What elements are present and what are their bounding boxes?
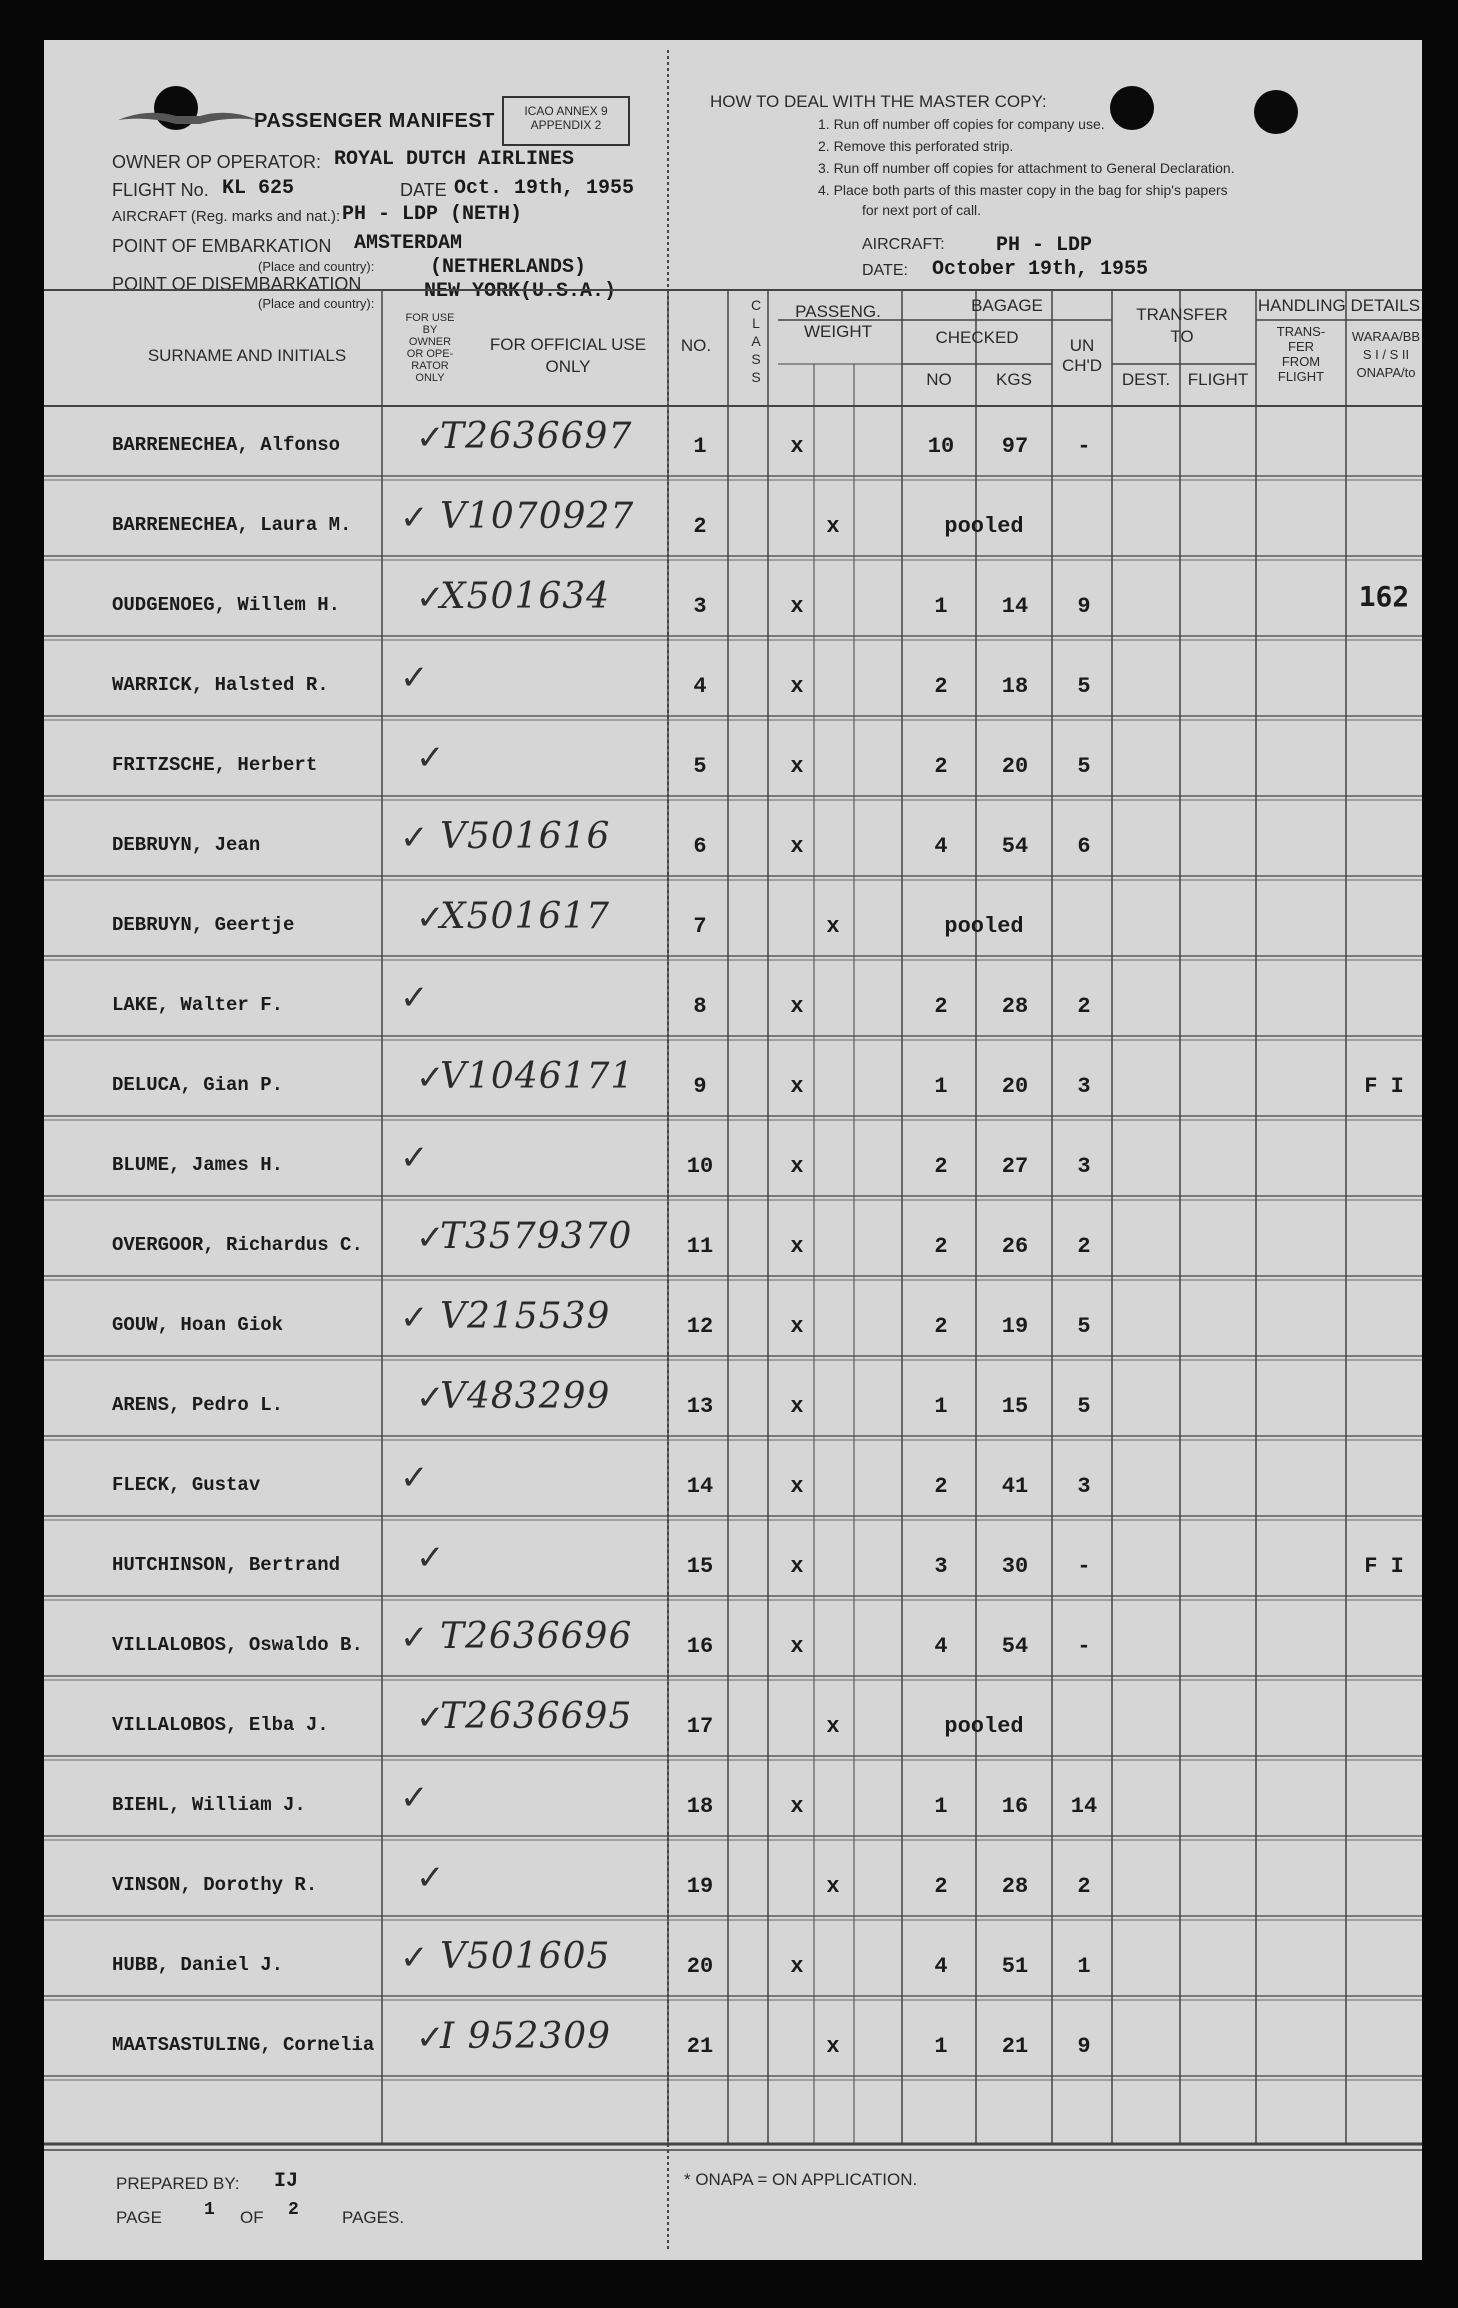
- col-header-checked: CHECKED: [935, 328, 1019, 347]
- onapa-note: * ONAPA = ON APPLICATION.: [684, 2170, 918, 2189]
- pooled-baggage: pooled: [944, 914, 1024, 939]
- row-number: 19: [686, 1874, 714, 1899]
- col-header-transfer-from: [1256, 324, 1346, 384]
- baggage-kgs: 20: [1001, 754, 1029, 779]
- instruction-item: 2. Remove this perforated strip.: [818, 138, 1014, 154]
- row-number: 7: [693, 914, 707, 939]
- instructions-date-value: October 19th, 1955: [932, 258, 1149, 281]
- col-header-class: [736, 296, 776, 386]
- header-line: S I / S II: [1362, 347, 1410, 362]
- passenger-name: WARRICK, Halsted R.: [112, 674, 329, 696]
- passenger-weight-mark: x: [790, 994, 804, 1019]
- col-header-no: NO.: [680, 336, 712, 355]
- instructions-date-label: DATE:: [862, 262, 908, 279]
- embarkation-country: (NETHERLANDS): [430, 256, 587, 279]
- baggage-kgs: 26: [1001, 1234, 1029, 1259]
- check-mark-icon: ✓: [400, 498, 429, 538]
- baggage-kgs: 27: [1001, 1154, 1029, 1179]
- row-number: 1: [693, 434, 707, 459]
- unchecked-baggage: 3: [1077, 1474, 1091, 1499]
- passenger-weight-mark: x: [790, 1234, 804, 1259]
- row-number: 11: [686, 1234, 714, 1259]
- document-number: V501616: [440, 816, 611, 857]
- handling-detail: 162: [1358, 580, 1410, 613]
- check-mark-icon: ✓: [400, 658, 429, 698]
- unchecked-baggage: 5: [1077, 754, 1091, 779]
- baggage-kgs: 54: [1001, 1634, 1029, 1659]
- baggage-count: 10: [927, 434, 955, 459]
- header-line: L: [752, 315, 760, 331]
- col-header-bagage: BAGAGE: [971, 296, 1043, 315]
- row-number: 8: [693, 994, 707, 1019]
- check-mark-icon: ✓: [416, 898, 445, 938]
- pages-label: PAGES.: [342, 2208, 405, 2227]
- baggage-count: 2: [934, 1154, 948, 1179]
- baggage-kgs: 14: [1001, 594, 1029, 619]
- pooled-baggage: pooled: [944, 1714, 1024, 1739]
- baggage-count: 2: [934, 1314, 948, 1339]
- passenger-weight-mark: x: [790, 834, 804, 859]
- passenger-weight-mark: x: [790, 674, 804, 699]
- header-line: BY: [422, 324, 438, 336]
- unchecked-baggage: 2: [1077, 994, 1091, 1019]
- passenger-name: FRITZSCHE, Herbert: [112, 754, 318, 776]
- baggage-kgs: 15: [1001, 1394, 1029, 1419]
- baggage-count: 4: [934, 1634, 948, 1659]
- passenger-name: DEBRUYN, Jean: [112, 834, 261, 856]
- col-header-waraa: [1346, 328, 1426, 382]
- check-mark-icon: ✓: [416, 1058, 445, 1098]
- embarkation-value: AMSTERDAM: [354, 232, 463, 255]
- col-header-kgs: KGS: [996, 370, 1032, 389]
- passenger-name: DELUCA, Gian P.: [112, 1074, 284, 1096]
- unchecked-baggage: -: [1077, 1634, 1091, 1659]
- passenger-name: HUTCHINSON, Bertrand: [112, 1554, 341, 1576]
- check-mark-icon: ✓: [400, 1618, 429, 1658]
- header-line: A: [751, 333, 761, 349]
- col-header-dest: DEST.: [1121, 370, 1171, 389]
- header-line: TRANS-: [1276, 324, 1326, 339]
- baggage-count: 2: [934, 1874, 948, 1899]
- baggage-count: 1: [934, 1794, 948, 1819]
- row-number: 10: [686, 1154, 714, 1179]
- row-number: 2: [693, 514, 707, 539]
- row-number: 15: [686, 1554, 714, 1579]
- document-number: V1046171: [440, 1056, 635, 1097]
- row-number: 3: [693, 594, 707, 619]
- embarkation-sub: (Place and country):: [258, 259, 375, 274]
- header-line: RATOR: [411, 360, 449, 372]
- owner-value: ROYAL DUTCH AIRLINES: [334, 148, 575, 171]
- document-number: X501634: [440, 576, 611, 617]
- header-line: FLIGHT: [1277, 369, 1325, 384]
- header-line: FROM: [1281, 354, 1321, 369]
- baggage-kgs: 41: [1001, 1474, 1029, 1499]
- baggage-kgs: 51: [1001, 1954, 1029, 1979]
- unchecked-baggage: 2: [1077, 1874, 1091, 1899]
- check-mark-icon: ✓: [400, 978, 429, 1018]
- unchecked-baggage: 9: [1077, 2034, 1091, 2059]
- instruction-item: 3. Run off number off copies for attachment to General Declaration.: [818, 160, 1235, 176]
- header-line: ONLY: [415, 372, 445, 384]
- of-label: OF: [240, 2208, 264, 2227]
- header-line: FOR USE: [405, 312, 455, 324]
- disembarkation-value: NEW YORK(U.S.A.): [424, 280, 617, 303]
- passenger-name: OVERGOOR, Richardus C.: [112, 1234, 363, 1256]
- passenger-name: GOUW, Hoan Giok: [112, 1314, 284, 1336]
- passenger-weight-mark: x: [790, 1074, 804, 1099]
- of-value: 2: [288, 2200, 299, 2220]
- header-line: UN: [1069, 336, 1095, 355]
- passenger-weight-mark: x: [790, 1634, 804, 1659]
- document-number: X501617: [440, 896, 611, 937]
- baggage-kgs: 16: [1001, 1794, 1029, 1819]
- disembarkation-sub: (Place and country):: [258, 296, 375, 311]
- passenger-weight-mark: x: [790, 754, 804, 779]
- unchecked-baggage: 6: [1077, 834, 1091, 859]
- page-title: PASSENGER MANIFEST: [254, 110, 495, 132]
- baggage-kgs: 18: [1001, 674, 1029, 699]
- passenger-name: LAKE, Walter F.: [112, 994, 284, 1016]
- baggage-count: 1: [934, 594, 948, 619]
- check-mark-icon: ✓: [416, 2018, 445, 2058]
- header-line: TO: [1170, 327, 1194, 346]
- passenger-weight-mark: x: [790, 1314, 804, 1339]
- instructions-heading: HOW TO DEAL WITH THE MASTER COPY:: [710, 92, 1047, 111]
- passenger-name: ARENS, Pedro L.: [112, 1394, 284, 1416]
- check-mark-icon: ✓: [400, 1938, 429, 1978]
- unchecked-baggage: -: [1077, 1554, 1091, 1579]
- passenger-weight-mark: x: [826, 914, 840, 939]
- passenger-weight-mark: x: [790, 1154, 804, 1179]
- unchecked-baggage: 14: [1070, 1794, 1098, 1819]
- passenger-name: BARRENECHEA, Alfonso: [112, 434, 341, 456]
- document-number: V501605: [440, 1936, 611, 1977]
- check-mark-icon: ✓: [416, 1858, 445, 1898]
- passenger-name: BLUME, James H.: [112, 1154, 284, 1176]
- header-line: S: [751, 351, 761, 367]
- baggage-kgs: 28: [1001, 1874, 1029, 1899]
- passenger-weight-mark: x: [826, 2034, 840, 2059]
- baggage-kgs: 19: [1001, 1314, 1029, 1339]
- passenger-name: VINSON, Dorothy R.: [112, 1874, 318, 1896]
- page-value: 1: [204, 2200, 215, 2220]
- instructions-aircraft-label: AIRCRAFT:: [862, 236, 945, 253]
- row-number: 13: [686, 1394, 714, 1419]
- col-header-transfer-to: [1112, 304, 1252, 348]
- document-number: V1070927: [440, 496, 635, 537]
- pooled-baggage: pooled: [944, 514, 1024, 539]
- instruction-item: 4. Place both parts of this master copy in the bag for ship's papers: [818, 182, 1228, 198]
- check-mark-icon: ✓: [416, 1218, 445, 1258]
- col-header-bags-no: NO: [926, 370, 952, 389]
- baggage-count: 3: [934, 1554, 948, 1579]
- unchecked-baggage: 3: [1077, 1154, 1091, 1179]
- header-line: S: [751, 369, 761, 385]
- flight-value: KL 625: [222, 177, 295, 200]
- col-header-passeng-weight: [778, 302, 898, 342]
- passenger-weight-mark: x: [826, 1714, 840, 1739]
- handling-detail: F I: [1364, 1554, 1404, 1579]
- check-mark-icon: ✓: [416, 1698, 445, 1738]
- flight-label: FLIGHT No.: [112, 180, 209, 200]
- col-header-official-use: [478, 334, 658, 378]
- row-number: 5: [693, 754, 707, 779]
- document-number: V215539: [440, 1296, 611, 1337]
- passenger-name: VILLALOBOS, Oswaldo B.: [112, 1634, 363, 1656]
- document-number: T3579370: [440, 1216, 633, 1257]
- baggage-count: 1: [934, 1394, 948, 1419]
- passenger-name: OUDGENOEG, Willem H.: [112, 594, 341, 616]
- baggage-count: 2: [934, 1234, 948, 1259]
- date-value: Oct. 19th, 1955: [454, 177, 635, 200]
- prepared-value: IJ: [274, 2170, 299, 2193]
- row-number: 20: [686, 1954, 714, 1979]
- row-number: 14: [686, 1474, 714, 1499]
- passenger-name: MAATSASTULING, Cornelia: [112, 2034, 375, 2056]
- passenger-weight-mark: x: [790, 1554, 804, 1579]
- baggage-kgs: 30: [1001, 1554, 1029, 1579]
- owner-label: OWNER OP OPERATOR:: [112, 152, 322, 172]
- instruction-item-cont: for next port of call.: [862, 202, 982, 218]
- baggage-count: 2: [934, 994, 948, 1019]
- passenger-name: BARRENECHEA, Laura M.: [112, 514, 352, 536]
- col-header-flight: FLIGHT: [1187, 370, 1249, 389]
- aircraft-label: AIRCRAFT (Reg. marks and nat.):: [112, 208, 341, 225]
- passenger-weight-mark: x: [826, 514, 840, 539]
- baggage-kgs: 54: [1001, 834, 1029, 859]
- row-number: 4: [693, 674, 707, 699]
- handling-detail: F I: [1364, 1074, 1404, 1099]
- check-mark-icon: ✓: [416, 1538, 445, 1578]
- baggage-kgs: 97: [1001, 434, 1029, 459]
- unchecked-baggage: 1: [1077, 1954, 1091, 1979]
- unchecked-baggage: 2: [1077, 1234, 1091, 1259]
- baggage-count: 1: [934, 1074, 948, 1099]
- passenger-weight-mark: x: [790, 1954, 804, 1979]
- passenger-weight-mark: x: [826, 1874, 840, 1899]
- header-line: ONAPA/to: [1356, 365, 1416, 380]
- check-mark-icon: ✓: [400, 1458, 429, 1498]
- header-line: FOR OFFICIAL USE: [489, 335, 647, 354]
- document-number: T2636697: [440, 416, 633, 457]
- baggage-count: 2: [934, 674, 948, 699]
- passenger-weight-mark: x: [790, 1474, 804, 1499]
- passenger-name: VILLALOBOS, Elba J.: [112, 1714, 329, 1736]
- header-line: TRANSFER: [1136, 305, 1228, 324]
- baggage-count: 1: [934, 2034, 948, 2059]
- check-mark-icon: ✓: [416, 738, 445, 778]
- embarkation-label: POINT OF EMBARKATION: [112, 236, 332, 256]
- col-header-owner-use: [390, 312, 470, 384]
- document-number: V483299: [440, 1376, 611, 1417]
- row-number: 17: [686, 1714, 714, 1739]
- document-number: T2636696: [440, 1616, 633, 1657]
- col-header-unchd: [1052, 336, 1112, 376]
- page-label: PAGE: [116, 2208, 162, 2227]
- baggage-kgs: 21: [1001, 2034, 1029, 2059]
- unchecked-baggage: -: [1077, 434, 1091, 459]
- unchecked-baggage: 5: [1077, 1314, 1091, 1339]
- passenger-weight-mark: x: [790, 1394, 804, 1419]
- passenger-name: BIEHL, William J.: [112, 1794, 306, 1816]
- baggage-kgs: 20: [1001, 1074, 1029, 1099]
- passenger-weight-mark: x: [790, 594, 804, 619]
- passenger-weight-mark: x: [790, 434, 804, 459]
- document-number: T2636695: [440, 1696, 633, 1737]
- instructions-aircraft-value: PH - LDP: [996, 234, 1093, 257]
- unchecked-baggage: 5: [1077, 674, 1091, 699]
- date-label: DATE: [400, 180, 447, 200]
- baggage-count: 4: [934, 1954, 948, 1979]
- header-line: FER: [1288, 339, 1314, 354]
- header-line: OWNER: [408, 336, 452, 348]
- icao-box: ICAO ANNEX 9 APPENDIX 2: [502, 96, 630, 146]
- row-number: 9: [693, 1074, 707, 1099]
- prepared-label: PREPARED BY:: [116, 2174, 240, 2193]
- passenger-name: FLECK, Gustav: [112, 1474, 261, 1496]
- header-line: WARAA/BB: [1351, 329, 1421, 344]
- check-mark-icon: ✓: [416, 418, 445, 458]
- aircraft-value: PH - LDP (NETH): [342, 203, 523, 226]
- row-number: 6: [693, 834, 707, 859]
- header-line: ONLY: [545, 357, 591, 376]
- manifest-page: [44, 40, 1422, 2260]
- row-number: 18: [686, 1794, 714, 1819]
- passenger-name: HUBB, Daniel J.: [112, 1954, 284, 1976]
- col-header-handling: HANDLING DETAILS: [1257, 296, 1421, 315]
- baggage-count: 2: [934, 1474, 948, 1499]
- row-number: 21: [686, 2034, 714, 2059]
- col-header-surname: SURNAME AND INITIALS: [147, 346, 347, 365]
- disembarkation-label: POINT OF DISEMBARKATION: [112, 274, 362, 294]
- document-number: I 952309: [440, 2016, 612, 2057]
- baggage-count: 2: [934, 754, 948, 779]
- check-mark-icon: ✓: [400, 1138, 429, 1178]
- passenger-name: DEBRUYN, Geertje: [112, 914, 295, 936]
- header-line: PASSENG.: [795, 302, 881, 321]
- baggage-count: 4: [934, 834, 948, 859]
- unchecked-baggage: 3: [1077, 1074, 1091, 1099]
- unchecked-baggage: 9: [1077, 594, 1091, 619]
- row-number: 16: [686, 1634, 714, 1659]
- unchecked-baggage: 5: [1077, 1394, 1091, 1419]
- row-number: 12: [686, 1314, 714, 1339]
- header-line: CH'D: [1061, 356, 1103, 375]
- check-mark-icon: ✓: [416, 578, 445, 618]
- check-mark-icon: ✓: [400, 1778, 429, 1818]
- header-line: WEIGHT: [804, 322, 872, 341]
- check-mark-icon: ✓: [416, 1378, 445, 1418]
- check-mark-icon: ✓: [400, 1298, 429, 1338]
- baggage-kgs: 28: [1001, 994, 1029, 1019]
- header-line: OR OPE-: [406, 348, 454, 360]
- instruction-item: 1. Run off number off copies for company use.: [818, 116, 1105, 132]
- header-line: C: [750, 297, 762, 313]
- passenger-weight-mark: x: [790, 1794, 804, 1819]
- check-mark-icon: ✓: [400, 818, 429, 858]
